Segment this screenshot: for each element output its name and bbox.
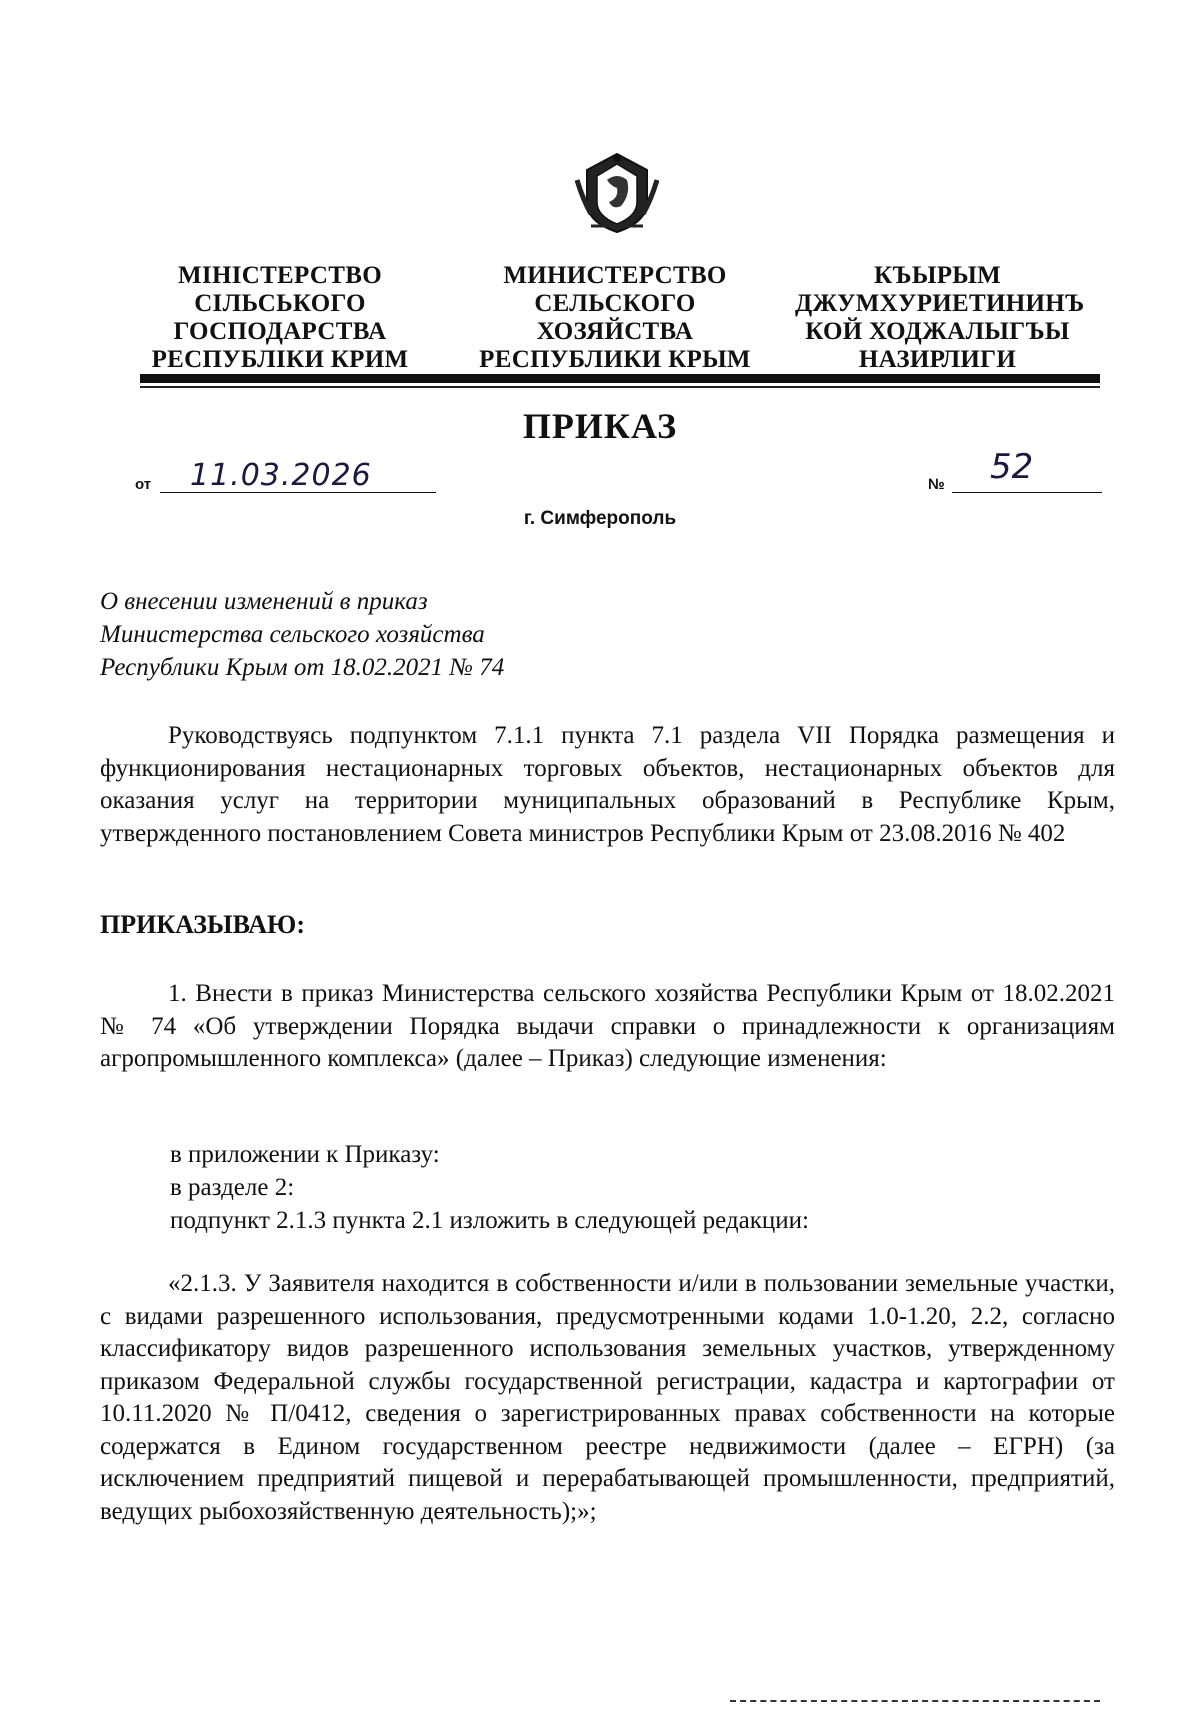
list-item: в разделе 2: [170, 1174, 295, 1201]
header-rule-thick [140, 374, 1100, 383]
number-handwritten: 52 [990, 447, 1034, 487]
number-label: № [928, 476, 945, 493]
subject-line: Министерства сельского хозяйства [100, 621, 485, 648]
quoted-amendment-paragraph: «2.1.3. У Заявителя находится в собственности и/или в пользовании земельные участки, с видами разрешенного использования, предусмотренными кодами 1.0-1.20, 2.2, согласно классификатору видов разрешенного использования земельных участков, утвержденному приказом Федеральной службы государственной регистрации, кадастра и картографии от 10.11.2020 № П/0412, сведения о зарегистрированных правах собственности на которые содержатся в Едином государственном реестре недвижимости (далее – ЕГРН) (за исключением предприятий пищевой и перерабатывающей промышленности, предприятий, ведущих рыбохозяйственную деятельность);»; [100, 1270, 1115, 1525]
city-name: г. Симферополь [523, 508, 677, 529]
order-directive: ПРИКАЗЫВАЮ: [100, 910, 305, 939]
list-item: подпункт 2.1.3 пункта 2.1 изложить в следующей редакции: [170, 1207, 809, 1234]
item-1-paragraph: 1. Внести в приказ Министерства сельского хозяйства Республики Крым от 18.02.2021 № 74 «Об утверждении Порядка выдачи справки о принадлежности к организациям агропромышленного комплекса» (далее – Приказ) следующие изменения: [100, 980, 1115, 1072]
subject-line: О внесении изменений в приказ [100, 588, 428, 615]
amendment-list [170, 1138, 809, 1237]
number-underline [952, 492, 1102, 493]
header-rule-thin [140, 386, 1100, 388]
header-russian-ministry-name: МИНИСТЕРСТВО СЕЛЬСКОГО ХОЗЯЙСТВА РЕСПУБЛИКИ КРЫМ [479, 262, 751, 373]
subject-heading [100, 585, 504, 684]
subject-line: Республики Крым от 18.02.2021 № 74 [100, 654, 505, 681]
date-label: от [135, 476, 152, 493]
preamble-paragraph: Руководствуясь подпунктом 7.1.1 пункта 7.1 раздела VII Порядка размещения и функционирования нестационарных торговых объектов, нестационарных объектов для оказания услуг на территории муниципальных образований в Республике Крым, утвержденного постановлением Совета министров Республики Крым от 23.08.2016 № 402 [100, 722, 1115, 847]
header-ukrainian-ministry-name: МІНІСТЕРСТВО СІЛЬСЬКОГО ГОСПОДАРСТВА РЕСПУБЛІКИ КРИМ [151, 262, 409, 373]
date-handwritten: 11.03.2026 [190, 458, 372, 493]
list-item: в приложении к Приказу: [170, 1141, 440, 1168]
document-title: ПРИКАЗ [522, 406, 678, 446]
page-edge-dash [730, 1700, 1100, 1702]
crimea-coat-of-arms-icon [573, 150, 661, 234]
header-crimean-tatar-ministry-name: КЪЫРЫМ ДЖУМХУРИЕТИНИНЪ КОЙ ХОДЖАЛЫГЪЫ НАЗИРЛИГИ [795, 262, 1085, 373]
